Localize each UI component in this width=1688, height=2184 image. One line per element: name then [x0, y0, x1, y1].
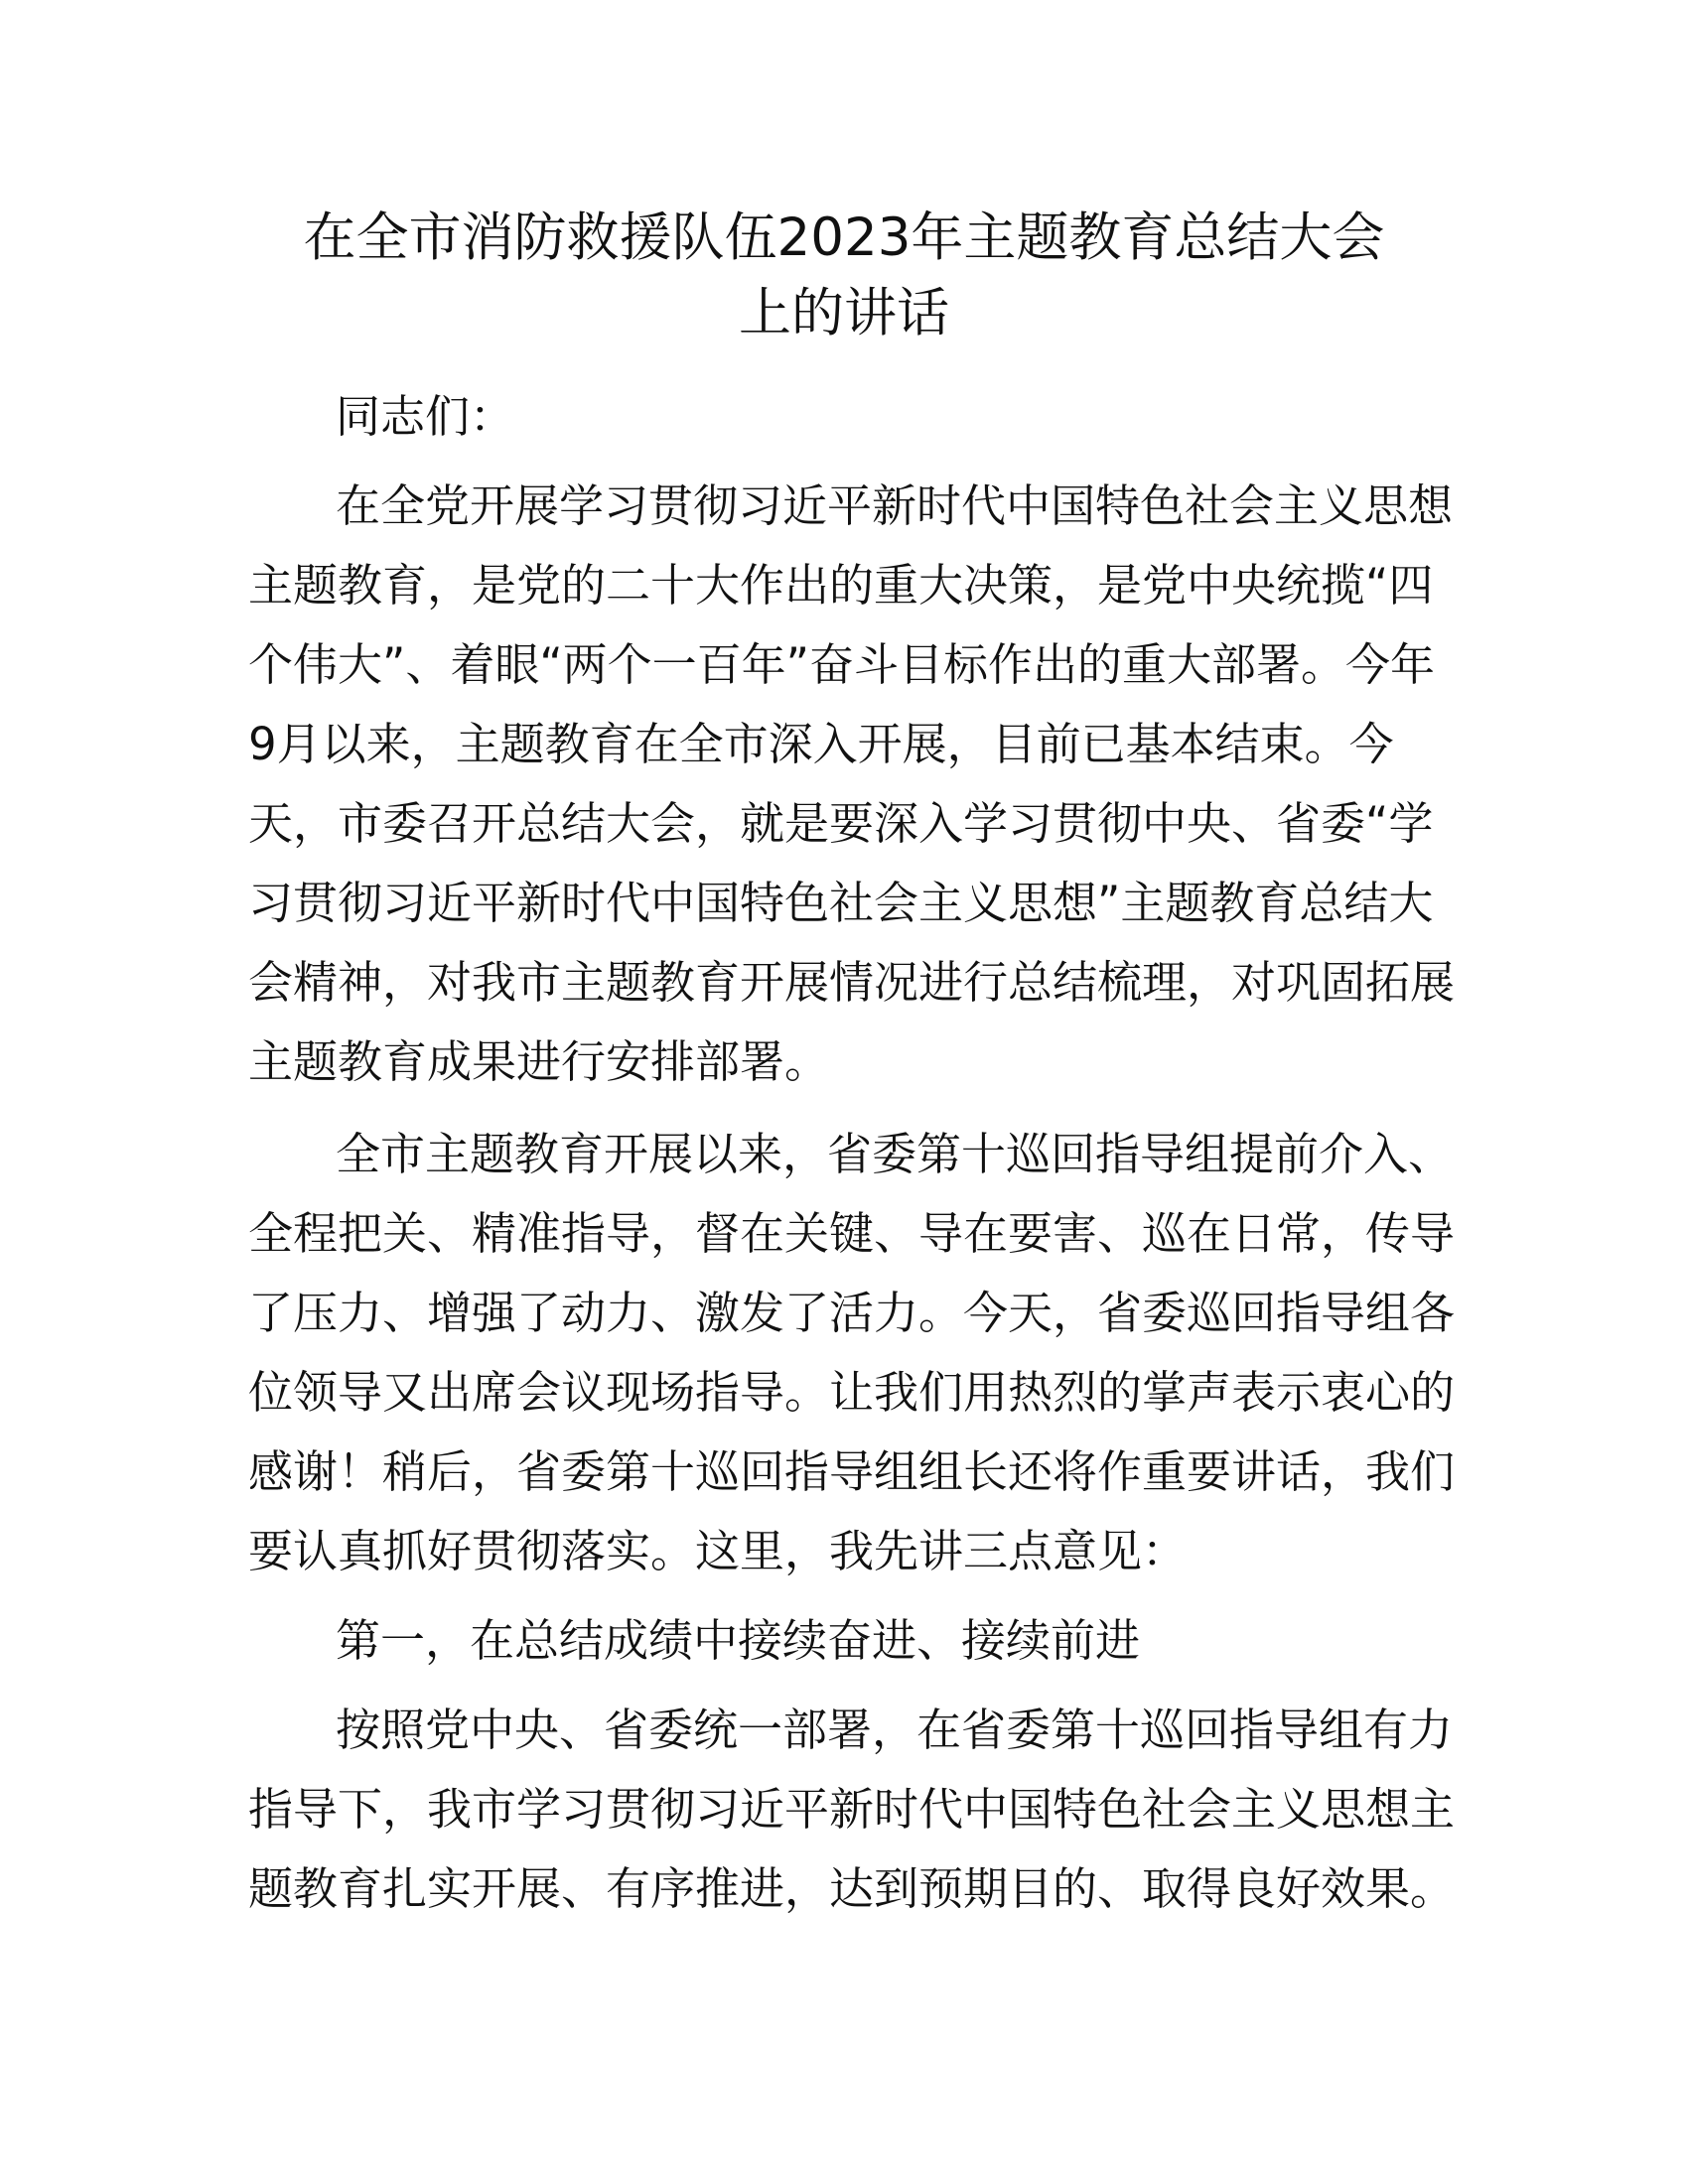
paragraph-2-line-5: 感谢！稍后，省委第十巡回指导组组长还将作重要讲话，我们	[248, 1445, 1456, 1498]
paragraph-3-line-3: 题教育扎实开展、有序推进，达到预期目的、取得良好效果。	[248, 1862, 1456, 1915]
title-line-1: 在全市消防救援队伍2023年主题教育总结大会	[303, 207, 1385, 268]
paragraph-2-line-4: 位领导又出席会议现场指导。让我们用热烈的掌声表示衷心的	[248, 1366, 1456, 1419]
paragraph-1-line-5: 天，市委召开总结大会，就是要深入学习贯彻中央、省委“学	[248, 797, 1434, 850]
paragraph-2-line-2: 全程把关、精准指导，督在关键、导在要害、巡在日常，传导	[248, 1207, 1456, 1260]
paragraph-1-line-4: 9月以来，主题教育在全市深入开展，目前已基本结束。今	[248, 718, 1394, 770]
paragraph-3-line-1: 按照党中央、省委统一部署，在省委第十巡回指导组有力	[336, 1704, 1454, 1756]
paragraph-2-line-3: 了压力、增强了动力、激发了活力。今天，省委巡回指导组各	[248, 1287, 1456, 1339]
paragraph-2-line-6: 要认真抓好贯彻落实。这里，我先讲三点意见：	[248, 1525, 1188, 1577]
section-heading-1: 第一，在总结成绩中接续奋进、接续前进	[336, 1614, 1141, 1667]
paragraph-1-line-3: 个伟大”、着眼“两个一百年”奋斗目标作出的重大部署。今年	[248, 638, 1435, 691]
paragraph-1-line-7: 会精神，对我市主题教育开展情况进行总结梳理，对巩固拓展	[248, 956, 1456, 1009]
title-line-2: 上的讲话	[739, 283, 949, 343]
paragraph-2-line-1: 全市主题教育开展以来，省委第十巡回指导组提前介入、	[336, 1128, 1454, 1180]
paragraph-1-line-6: 习贯彻习近平新时代中国特色社会主义思想”主题教育总结大	[248, 877, 1434, 929]
salutation: 同志们：	[336, 390, 515, 443]
document-title	[228, 201, 1460, 351]
paragraph-1-line-1: 在全党开展学习贯彻习近平新时代中国特色社会主义思想	[336, 479, 1454, 532]
paragraph-1-line-8: 主题教育成果进行安排部署。	[248, 1035, 830, 1088]
paragraph-1-line-2: 主题教育，是党的二十大作出的重大决策，是党中央统揽“四	[248, 559, 1434, 612]
paragraph-3-line-2: 指导下，我市学习贯彻习近平新时代中国特色社会主义思想主	[248, 1783, 1456, 1836]
